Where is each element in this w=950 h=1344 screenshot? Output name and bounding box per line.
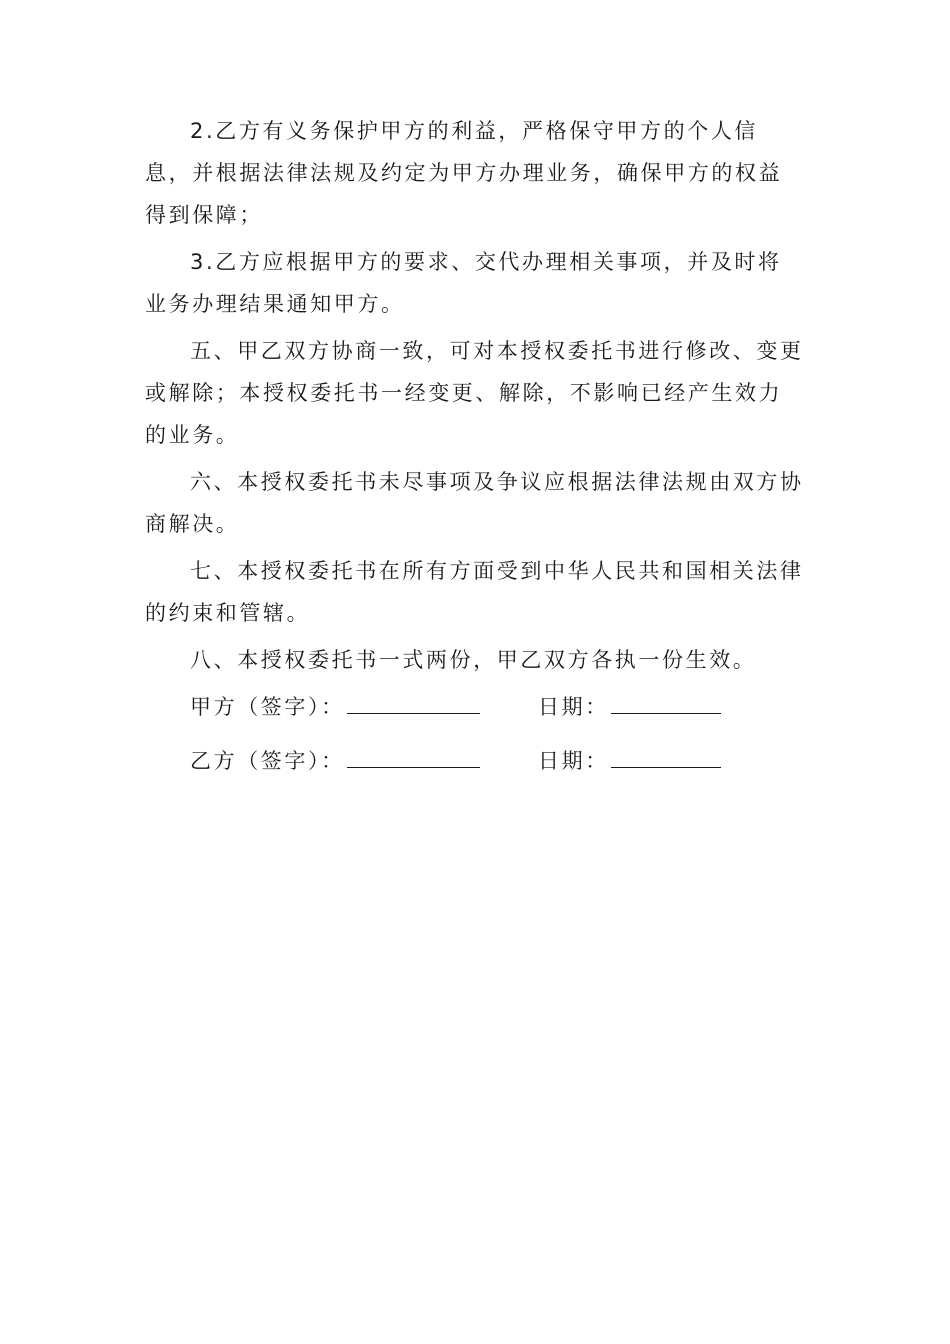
party-b-date-line [611, 745, 721, 768]
clause-2-paragraph: 2.乙方有义务保护甲方的利益，严格保守甲方的个人信息，并根据法律法规及约定为甲方办理业务，确保甲方的权益得到保障； [145, 119, 783, 227]
party-b-signature-line [347, 745, 480, 768]
clause-3-paragraph: 3.乙方应根据甲方的要求、交代办理相关事项，并及时将业务办理结果通知甲方。 [145, 250, 782, 316]
clause-five-paragraph: 五、甲乙双方协商一致，可对本授权委托书进行修改、变更或解除；本授权委托书一经变更、解除，不影响已经产生效力的业务。 [145, 339, 804, 447]
party-b-date-label: 日期： [538, 749, 609, 773]
party-a-date-field [538, 686, 721, 728]
party-a-date-label: 日期： [538, 695, 609, 719]
clause-seven-paragraph: 七、本授权委托书在所有方面受到中华人民共和国相关法律的约束和管辖。 [145, 559, 804, 625]
clause-eight-paragraph: 八、本授权委托书一式两份，甲乙双方各执一份生效。 [190, 648, 757, 672]
party-a-signature-line [347, 691, 480, 714]
party-b-label: 乙方（签字）： [190, 749, 345, 773]
clause-six-paragraph: 六、本授权委托书未尽事项及争议应根据法律法规由双方协商解决。 [145, 470, 804, 536]
party-b-signature-field [190, 740, 480, 782]
party-a-label: 甲方（签字）： [190, 695, 345, 719]
party-b-date-field [538, 740, 721, 782]
party-a-date-line [611, 691, 721, 714]
document-body [145, 110, 805, 794]
party-a-signature-field [190, 686, 480, 728]
signature-row-party-a [145, 686, 805, 740]
signature-row-party-b [145, 740, 805, 794]
